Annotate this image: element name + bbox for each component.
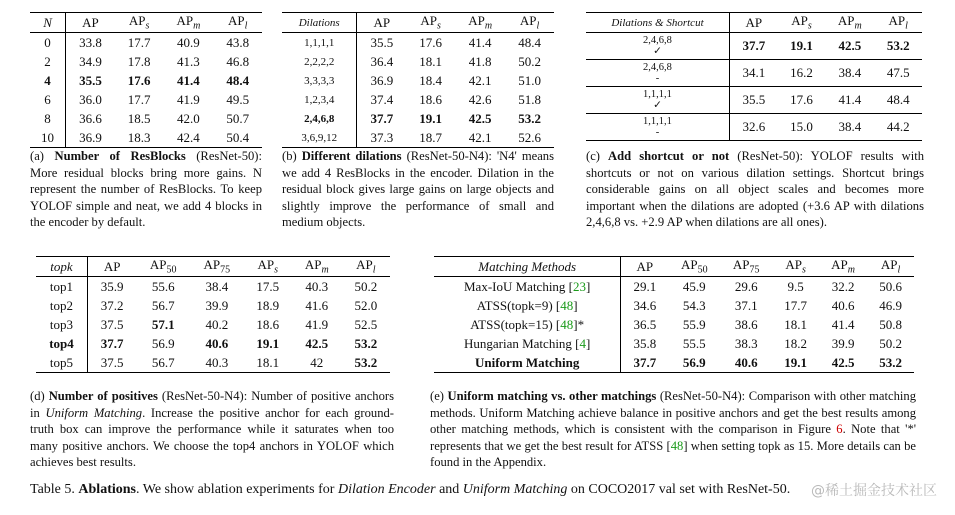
table-b-cell: 42.6 xyxy=(468,91,492,107)
table-c-dilation: 2,4,6,8 xyxy=(643,35,672,46)
table-a-cell: 40.9 xyxy=(177,34,200,50)
table-b-cell: 52.6 xyxy=(518,129,541,145)
table-row xyxy=(30,90,262,109)
table-row xyxy=(30,128,262,148)
table-a xyxy=(30,12,262,148)
table-c-col-4: $AP_l$ xyxy=(874,13,922,33)
caption-e-body-3: ] when setting topk as 15. More details can be found in the Appendix. xyxy=(430,438,917,469)
watermark: @稀土掘金技术社区 xyxy=(811,483,937,499)
caption-d-body-1: (ResNet-50-N4): Number of positive anchors in xyxy=(30,389,394,420)
table-c-col-1: AP xyxy=(729,13,777,33)
table-c-col-2: $AP_s$ xyxy=(778,13,826,33)
caption-d-body-2: . Increase the positive anchor for each ground-truth box can improve the performance while it saturates when too many positive anchors. We choose the top4 anchors in YOLOF which achieves best results. xyxy=(30,405,394,469)
table-d-cell: 37.2 xyxy=(100,297,124,313)
table-e-cell: 55.9 xyxy=(682,316,706,332)
table-d-cell: 42 xyxy=(310,354,324,370)
table-e-cell: 41.4 xyxy=(831,316,855,332)
table-e-cell: 18.1 xyxy=(784,316,807,332)
table-e-cell: 37.7 xyxy=(633,354,657,370)
caption-b-body: (ResNet-50-N4): 'N4' means we add 4 ResBlocks in the encoder. Dilation in the residual block gives large gains on large objects and slightly improve the performance of small and medium objects. xyxy=(282,149,554,229)
table-a-cell: 17.7 xyxy=(127,91,151,107)
table-e-col-6: $AP_l$ xyxy=(867,257,914,277)
table-a-col-4: $AP_l$ xyxy=(213,13,262,33)
table-c-col-3: $AP_m$ xyxy=(825,13,874,33)
table-c-cell: 53.2 xyxy=(874,33,922,60)
table-d-cell: 40.3 xyxy=(205,354,229,370)
table-d-col-5: $AP_m$ xyxy=(292,257,342,277)
table-c-cell: 19.1 xyxy=(778,33,826,60)
caption-italic-1: Dilation Encoder xyxy=(337,482,436,497)
table-c-cell: 32.6 xyxy=(742,119,766,134)
caption-b-prefix: (b) xyxy=(282,149,297,163)
table-d-col-6: $AP_l$ xyxy=(342,257,390,277)
table-e-cell: 38.3 xyxy=(734,335,758,351)
table-b-cell: 42.5 xyxy=(468,110,492,126)
table-row xyxy=(586,60,922,87)
table-d-topk: top3 xyxy=(36,315,87,334)
table-a-cell: 18.5 xyxy=(127,110,151,126)
table-c-cell: 47.5 xyxy=(874,60,922,87)
table-c-dilation-shortcut xyxy=(586,33,729,60)
table-e-method-name: Uniform Matching xyxy=(475,354,580,370)
table-a-cell: 49.5 xyxy=(226,91,250,107)
table-d-cell: 50.2 xyxy=(354,278,378,294)
table-d-cell: 52.5 xyxy=(354,316,378,332)
table-row xyxy=(30,109,262,128)
caption-c-title: Add shortcut or not xyxy=(608,149,730,163)
table-e-cell: 37.1 xyxy=(734,297,758,313)
table-d-header xyxy=(36,257,390,277)
panel-d xyxy=(36,256,390,373)
table-d-cell: 18.9 xyxy=(256,297,280,313)
table-e-cell: 56.9 xyxy=(682,354,706,370)
table-c-cell: 38.4 xyxy=(838,119,862,134)
table-d-cell: 37.5 xyxy=(100,354,124,370)
table-e-method-cite[interactable]: 48 xyxy=(560,316,574,332)
table-row xyxy=(434,315,914,334)
table-b-cell: 19.1 xyxy=(419,110,443,126)
table-c-dilation: 2,4,6,8 xyxy=(643,62,672,73)
table-d-cell: 37.7 xyxy=(100,335,124,351)
table-e-cell: 45.9 xyxy=(682,278,706,294)
table-e-method-cite[interactable]: 48 xyxy=(560,297,574,313)
table-e-cell: 53.2 xyxy=(879,354,902,370)
table-e-cell: 19.1 xyxy=(784,354,807,370)
table-a-cell: 6 xyxy=(30,90,66,109)
table-e-cell: 34.6 xyxy=(633,297,657,313)
table-c-cell: 48.4 xyxy=(874,87,922,114)
table-d-cell: 18.6 xyxy=(256,316,280,332)
table-b xyxy=(282,12,554,148)
panel-c xyxy=(586,12,922,141)
table-row xyxy=(36,277,390,297)
table-b-col-1: AP xyxy=(357,13,406,33)
table-c-col-0: Dilations & Shortcut xyxy=(586,13,729,33)
caption-text-1: . We show ablation experiments for xyxy=(135,482,338,497)
table-c-cell: 16.2 xyxy=(778,60,826,87)
table-d-topk: top5 xyxy=(36,353,87,373)
table-a-cell: 43.8 xyxy=(226,34,250,50)
table-a-cell: 41.4 xyxy=(177,72,200,88)
table-row xyxy=(36,315,390,334)
caption-text-2: and xyxy=(435,482,463,497)
table-e-cell: 50.8 xyxy=(879,316,902,332)
table-5-caption xyxy=(30,482,790,498)
caption-a-title: Number of ResBlocks xyxy=(54,149,186,163)
table-b-cell: 48.4 xyxy=(518,34,541,50)
table-a-cell: 33.8 xyxy=(79,34,102,50)
table-d xyxy=(36,256,390,373)
table-c-shortcut: - xyxy=(655,127,660,138)
table-c-cell: 35.5 xyxy=(729,87,777,114)
caption-d xyxy=(30,388,394,471)
caption-italic-2: Uniform Matching xyxy=(462,482,568,497)
table-e-cell: 32.2 xyxy=(831,278,855,294)
table-e-cell: 40.6 xyxy=(734,354,758,370)
table-e-col-0: Matching Methods xyxy=(434,257,621,277)
table-d-cell: 38.4 xyxy=(205,278,229,294)
table-a-cell: 46.8 xyxy=(226,53,250,69)
panel-e xyxy=(434,256,914,373)
table-e xyxy=(434,256,914,373)
caption-e-cite[interactable]: 48 xyxy=(670,438,684,453)
table-b-col-0: Dilations xyxy=(282,13,357,33)
table-a-cell: 17.7 xyxy=(127,34,151,50)
table-a-cell: 36.0 xyxy=(79,91,102,107)
table-c-shortcut: - xyxy=(655,73,660,84)
table-e-cell: 54.3 xyxy=(682,297,706,313)
checkmark-icon: ✓ xyxy=(653,46,662,57)
caption-a xyxy=(30,148,262,231)
table-a-cell: 35.5 xyxy=(79,72,102,88)
table-d-cell: 40.2 xyxy=(205,316,229,332)
table-a-cell: 2 xyxy=(30,52,66,71)
table-e-method xyxy=(434,353,621,373)
table-row xyxy=(434,353,914,373)
table-c xyxy=(586,12,922,141)
table-e-col-3: $AP_{75}$ xyxy=(720,257,772,277)
table-e-cell: 9.5 xyxy=(787,278,804,294)
table-d-cell: 52.0 xyxy=(354,297,378,313)
table-d-cell: 40.6 xyxy=(205,335,229,351)
table-e-cell: 35.8 xyxy=(633,335,657,351)
caption-e-title: Uniform matching vs. other matchings xyxy=(447,389,657,403)
table-e-cell: 36.5 xyxy=(633,316,657,332)
table-c-cell: 17.6 xyxy=(778,87,826,114)
table-row xyxy=(282,33,554,53)
table-e-method-name: Max-IoU Matching [ xyxy=(463,278,574,294)
table-a-cell: 10 xyxy=(30,128,66,148)
table-e-cell: 40.6 xyxy=(831,297,855,313)
table-b-cell: 1,2,3,4 xyxy=(282,90,357,109)
table-a-header xyxy=(30,13,262,33)
table-a-cell: 42.0 xyxy=(177,110,200,126)
table-d-body xyxy=(36,277,390,373)
table-e-cell: 50.6 xyxy=(879,278,902,294)
table-e-method-name: Hungarian Matching [ xyxy=(463,335,580,351)
table-b-cell: 17.6 xyxy=(419,34,443,50)
table-e-cell: 17.7 xyxy=(784,297,807,313)
caption-e-body-2: . Note that '*' represents that we get the best result for ATSS [ xyxy=(430,422,917,453)
table-a-cell: 17.6 xyxy=(127,72,151,88)
table-a-cell: 4 xyxy=(30,71,66,90)
table-c-cell: 37.7 xyxy=(729,33,777,60)
table-b-cell: 3,6,9,12 xyxy=(282,128,357,148)
table-d-cell: 53.2 xyxy=(354,354,378,370)
caption-e-figure-ref[interactable]: 6 xyxy=(836,422,843,436)
table-d-topk: top1 xyxy=(36,277,87,297)
table-d-col-3: $AP_{75}$ xyxy=(190,257,244,277)
table-c-cell: 15.0 xyxy=(790,119,813,134)
table-b-cell: 41.4 xyxy=(468,34,492,50)
table-b-col-2: $AP_s$ xyxy=(406,13,455,33)
table-e-method xyxy=(434,277,621,297)
caption-a-body: (ResNet-50): More residual blocks bring more gains. N represent the number of ResBlocks. To keep YOLOF simple and neat, we add 4 blocks in the encoder by default. xyxy=(30,149,262,229)
table-d-cell: 53.2 xyxy=(354,335,378,351)
table-row xyxy=(30,33,262,53)
table-row xyxy=(30,52,262,71)
table-b-col-3: $AP_m$ xyxy=(455,13,505,33)
panel-b xyxy=(282,12,554,148)
table-b-cell: 51.0 xyxy=(518,72,541,88)
table-e-method xyxy=(434,296,621,315)
table-d-col-2: $AP_{50}$ xyxy=(136,257,190,277)
table-c-dilation-shortcut xyxy=(586,87,729,114)
caption-label: Table 5. xyxy=(30,482,79,497)
table-b-cell: 18.7 xyxy=(419,129,443,145)
table-row xyxy=(282,71,554,90)
caption-d-prefix: (d) xyxy=(30,389,45,403)
table-b-cell: 37.7 xyxy=(370,110,394,126)
table-e-col-2: $AP_{50}$ xyxy=(668,257,720,277)
table-b-cell: 2,4,6,8 xyxy=(282,109,357,128)
caption-e-prefix: (e) xyxy=(430,389,444,403)
table-d-cell: 41.6 xyxy=(305,297,329,313)
table-e-col-4: $AP_s$ xyxy=(772,257,819,277)
table-b-cell: 2,2,2,2 xyxy=(282,52,357,71)
table-b-cell: 51.8 xyxy=(518,91,541,107)
table-a-col-1: AP xyxy=(66,13,115,33)
table-e-cell: 55.5 xyxy=(682,335,706,351)
table-e-method-suffix: ] xyxy=(586,335,591,351)
table-a-cell: 8 xyxy=(30,109,66,128)
table-c-dilation: 1,1,1,1 xyxy=(643,89,672,100)
table-d-cell: 55.6 xyxy=(151,278,175,294)
table-e-method-suffix: ]* xyxy=(573,316,585,332)
table-a-cell: 34.9 xyxy=(79,53,102,69)
caption-b-title: Different dilations xyxy=(301,149,402,163)
table-c-dilation-shortcut xyxy=(586,114,729,141)
table-b-cell: 36.9 xyxy=(370,72,394,88)
caption-e xyxy=(430,388,916,471)
table-a-cell: 42.4 xyxy=(177,129,200,145)
table-d-col-4: $AP_s$ xyxy=(244,257,292,277)
table-row xyxy=(36,334,390,353)
table-b-cell: 42.1 xyxy=(468,129,492,145)
table-row xyxy=(36,296,390,315)
table-row xyxy=(36,353,390,373)
table-a-col-0: N xyxy=(30,13,66,33)
table-a-body xyxy=(30,33,262,148)
table-a-cell: 41.3 xyxy=(177,53,200,69)
table-e-method xyxy=(434,334,621,353)
table-d-cell: 56.7 xyxy=(151,354,175,370)
table-a-cell: 50.4 xyxy=(226,129,250,145)
table-b-cell: 41.8 xyxy=(468,53,492,69)
table-e-header xyxy=(434,257,914,277)
table-a-col-2: $AP_s$ xyxy=(115,13,164,33)
table-row xyxy=(282,109,554,128)
table-e-col-5: $AP_m$ xyxy=(819,257,867,277)
table-c-header xyxy=(586,13,922,33)
table-row xyxy=(434,334,914,353)
table-e-cell: 50.2 xyxy=(879,335,902,351)
table-c-body xyxy=(586,33,922,141)
table-a-cell: 50.7 xyxy=(226,110,250,126)
table-row xyxy=(586,33,922,60)
table-e-cell: 39.9 xyxy=(831,335,855,351)
table-d-cell: 56.7 xyxy=(151,297,175,313)
caption-d-title: Number of positives xyxy=(48,389,158,403)
table-e-cell: 18.2 xyxy=(784,335,807,351)
table-d-col-1: AP xyxy=(87,257,136,277)
table-d-col-0: topk xyxy=(36,257,87,277)
caption-c xyxy=(586,148,924,231)
table-b-col-4: $AP_l$ xyxy=(505,13,554,33)
table-b-cell: 18.6 xyxy=(419,91,443,107)
table-a-cell: 48.4 xyxy=(226,72,250,88)
caption-c-body: (ResNet-50): YOLOF results with shortcuts or not on various dilation settings. Shortcut brings considerable gains on all object scales and becomes more important when the dilations are adopted (+3.6 AP with dilations 2,4,6,8 vs. +2.9 AP when dilations are all ones). xyxy=(586,149,924,229)
table-a-cell: 18.3 xyxy=(127,129,151,145)
table-a-cell: 0 xyxy=(30,33,66,53)
table-b-cell: 36.4 xyxy=(370,53,394,69)
caption-b xyxy=(282,148,554,231)
table-e-method xyxy=(434,315,621,334)
table-c-dilation-shortcut xyxy=(586,60,729,87)
table-b-cell: 50.2 xyxy=(518,53,541,69)
caption-c-prefix: (c) xyxy=(586,149,600,163)
table-e-cell: 38.6 xyxy=(734,316,758,332)
table-b-body xyxy=(282,33,554,148)
table-b-cell: 35.5 xyxy=(370,34,394,50)
table-d-cell: 17.5 xyxy=(256,278,280,294)
table-b-cell: 42.1 xyxy=(468,72,492,88)
panel-a xyxy=(30,12,262,148)
table-d-cell: 19.1 xyxy=(256,335,280,351)
table-b-cell: 18.4 xyxy=(419,72,443,88)
table-row xyxy=(282,128,554,148)
table-c-dilation: 1,1,1,1 xyxy=(643,116,672,127)
table-d-cell: 35.9 xyxy=(100,278,124,294)
table-c-cell: 38.4 xyxy=(825,60,874,87)
table-b-cell: 1,1,1,1 xyxy=(282,33,357,53)
table-e-body xyxy=(434,277,914,373)
table-e-method-cite[interactable]: 4 xyxy=(579,335,587,351)
caption-text-3: on COCO2017 val set with ResNet-50. xyxy=(567,482,791,497)
caption-e-body-1: (ResNet-50-N4): Comparison with other matching methods. Uniform Matching achieve balance in positive anchors and get the best results among other matching methods, which is consistent with the comparison in Figure xyxy=(430,389,916,436)
table-c-cell: 42.5 xyxy=(825,33,874,60)
table-d-cell: 41.9 xyxy=(305,316,329,332)
table-d-cell: 57.1 xyxy=(151,316,175,332)
table-d-topk: top4 xyxy=(36,334,87,353)
table-b-cell: 18.1 xyxy=(419,53,443,69)
table-d-cell: 37.5 xyxy=(100,316,124,332)
table-row xyxy=(434,296,914,315)
checkmark-icon: ✓ xyxy=(653,100,662,111)
table-e-method-suffix: ] xyxy=(573,297,578,313)
table-e-method-name: ATSS(topk=15) [ xyxy=(470,316,561,332)
table-e-cell: 46.9 xyxy=(879,297,902,313)
table-d-cell: 18.1 xyxy=(256,354,280,370)
table-a-cell: 17.8 xyxy=(127,53,151,69)
table-e-cell: 29.1 xyxy=(633,278,657,294)
table-d-cell: 40.3 xyxy=(305,278,329,294)
caption-a-prefix: (a) xyxy=(30,149,44,163)
table-a-cell: 36.9 xyxy=(79,129,102,145)
table-b-cell: 53.2 xyxy=(518,110,541,126)
table-row xyxy=(282,90,554,109)
table-d-topk: top2 xyxy=(36,296,87,315)
table-b-cell: 37.3 xyxy=(370,129,394,145)
table-a-cell: 41.9 xyxy=(177,91,200,107)
table-b-cell: 3,3,3,3 xyxy=(282,71,357,90)
table-a-col-3: $AP_m$ xyxy=(163,13,213,33)
table-a-cell: 36.6 xyxy=(79,110,102,126)
caption-d-italic: Uniform Matching xyxy=(45,405,143,420)
table-e-method-name: ATSS(topk=9) [ xyxy=(476,297,561,313)
table-c-cell: 44.2 xyxy=(886,119,910,134)
table-row xyxy=(586,87,922,114)
table-e-cell: 29.6 xyxy=(734,278,758,294)
table-c-cell: 41.4 xyxy=(825,87,874,114)
table-e-method-suffix: ] xyxy=(586,278,591,294)
table-e-col-1: AP xyxy=(621,257,668,277)
table-d-cell: 56.9 xyxy=(151,335,175,351)
table-row xyxy=(30,71,262,90)
table-b-cell: 37.4 xyxy=(370,91,394,107)
table-row xyxy=(434,277,914,297)
table-row xyxy=(282,52,554,71)
table-e-cell: 42.5 xyxy=(831,354,855,370)
table-d-cell: 39.9 xyxy=(205,297,229,313)
table-b-header xyxy=(282,13,554,33)
table-row xyxy=(586,114,922,141)
table-e-method-cite[interactable]: 23 xyxy=(573,278,587,294)
caption-bold: Ablations xyxy=(78,482,136,497)
table-c-cell: 34.1 xyxy=(729,60,777,87)
table-d-cell: 42.5 xyxy=(305,335,329,351)
